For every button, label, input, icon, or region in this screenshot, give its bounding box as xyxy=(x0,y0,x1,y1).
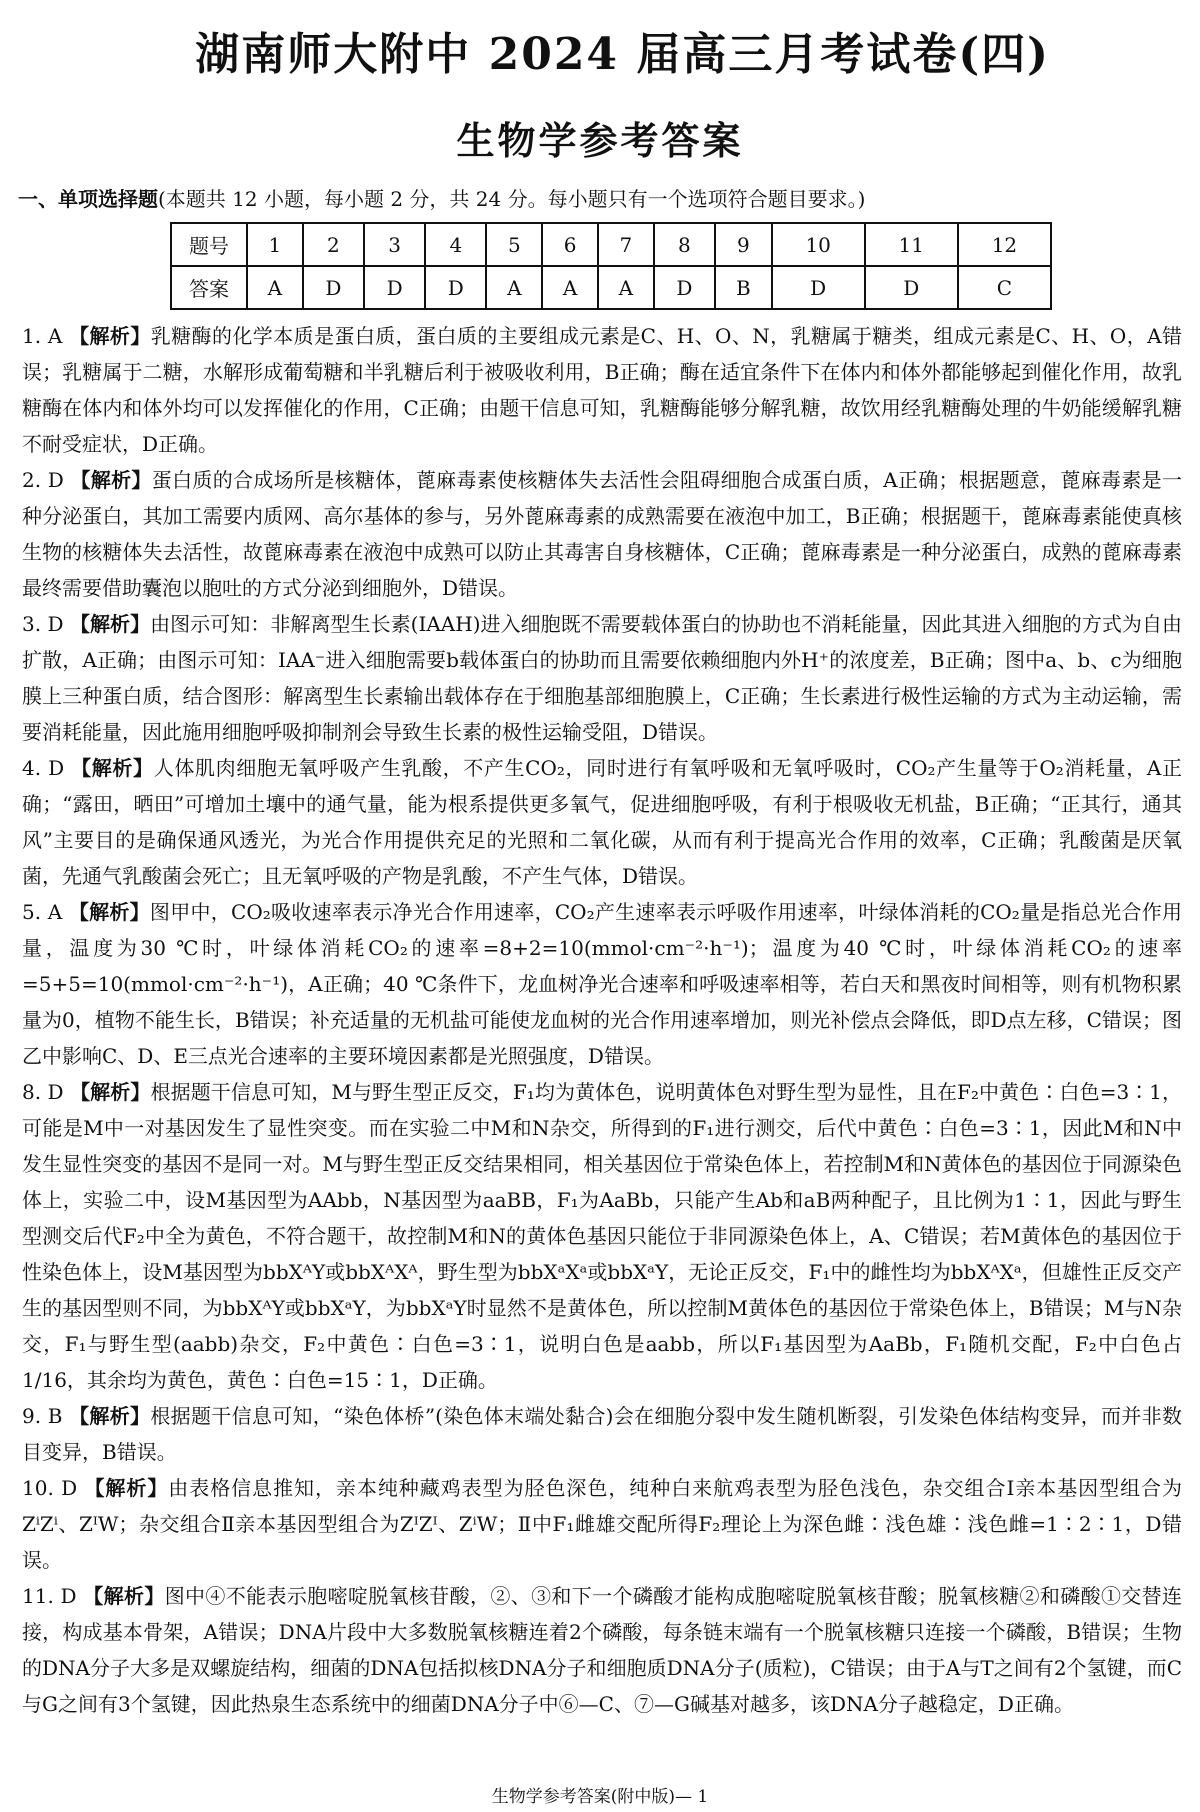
analysis-tag: 【解析】 xyxy=(71,756,154,780)
answer-cell: D xyxy=(425,266,486,309)
item-number: 3. D xyxy=(22,612,64,636)
answer-cell: D xyxy=(772,266,865,309)
item-number: 9. B xyxy=(22,1404,63,1428)
answer-cell: D xyxy=(303,266,364,309)
item-text: 乳糖酶的化学本质是蛋白质，蛋白质的主要组成元素是C、H、O、N，乳糖属于糖类，组成元素是C、H、O，A错误；乳糖属于二糖，水解形成葡萄糖和半乳糖后利于被吸收利用，B正确；酶在适宜条件下在体内和体外都能够起到催化作用，故乳糖酶在体内和体外均可以发挥催化的作用，C正确；由题干信息可知，乳糖酶能够分解乳糖，故饮用经乳糖酶处理的牛奶能缓解乳糖不耐受症状，D正确。 xyxy=(22,324,1182,456)
analysis-tag: 【解析】 xyxy=(69,612,151,636)
question-number: 5 xyxy=(486,223,542,266)
question-number: 3 xyxy=(364,223,425,266)
question-number: 1 xyxy=(247,223,303,266)
item-text: 图甲中，CO₂吸收速率表示净光合作用速率，CO₂产生速率表示呼吸作用速率，叶绿体消耗的CO₂量是指总光合作用量，温度为30 ℃时，叶绿体消耗CO₂的速率=8+2=10(mmol·cm⁻²·h⁻¹)；温度为40 ℃时，叶绿体消耗CO₂的速率=5+5=10(mmol·cm⁻²·h⁻¹)，A正确；40 ℃条件下，龙血树净光合速率和呼吸速率相等，若白天和黑夜时间相等，则有机物积累量为0，植物不能生长，B错误；补充适量的无机盐可能使龙血树的光合作用速率增加，则光补偿点会降低，即D点左移，C错误；图乙中影响C、D、E三点光合速率的主要环境因素都是光照强度，D错误。 xyxy=(22,900,1183,1068)
explanation-item xyxy=(22,750,1182,894)
section-note: (本题共 12 小题，每小题 2 分，共 24 分。每小题只有一个选项符合题目要求。) xyxy=(158,187,866,211)
question-number: 8 xyxy=(654,223,715,266)
item-number: 2. D xyxy=(22,468,64,492)
item-text: 图中④不能表示胞嘧啶脱氧核苷酸，②、③和下一个磷酸才能构成胞嘧啶脱氧核苷酸；脱氧核糖②和磷酸①交替连接，构成基本骨架，A错误；DNA片段中大多数脱氧核糖连着2个磷酸，每条链末端有一个脱氧核糖只连接一个磷酸，B错误；生物的DNA分子大多是双螺旋结构，细菌的DNA包括拟核DNA分子和细胞质DNA分子(质粒)，C错误；由于A与T之间有2个氢键，而C与G之间有3个氢键，因此热泉生态系统中的细菌DNA分子中⑥—C、⑦—G碱基对越多，该DNA分子越稳定，D正确。 xyxy=(22,1584,1183,1716)
item-number: 10. D xyxy=(22,1476,78,1500)
explanation-item xyxy=(22,1398,1182,1470)
answer-table-row-numbers xyxy=(171,223,1051,266)
question-number: 12 xyxy=(958,223,1051,266)
page-footer: 生物学参考答案(附中版)— 1 xyxy=(491,1787,709,1807)
question-number: 6 xyxy=(542,223,598,266)
question-number: 7 xyxy=(598,223,654,266)
document-subtitle: 生物学参考答案 xyxy=(456,118,744,163)
analysis-tag: 【解析】 xyxy=(83,1584,165,1608)
item-text: 由图示可知：非解离型生长素(IAAH)进入细胞既不需要载体蛋白的协助也不消耗能量，因此其进入细胞的方式为自由扩散，A正确；由图示可知：IAA⁻进入细胞需要b载体蛋白的协助而且需要依赖细胞内外H⁺的浓度差，B正确；图中a、b、c为细胞膜上三种蛋白质，结合图形：解离型生长素输出载体存在于细胞基部细胞膜上，C正确；生长素进行极性运输的方式为主动运输，需要消耗能量，因此施用细胞呼吸抑制剂会导致生长素的极性运输受阻，D错误。 xyxy=(22,612,1182,744)
explanation-item xyxy=(22,894,1182,1074)
analysis-tag: 【解析】 xyxy=(68,900,150,924)
answer-cell: C xyxy=(958,266,1051,309)
row-label-number: 题号 xyxy=(171,223,247,266)
answer-cell: A xyxy=(598,266,654,309)
analysis-tag: 【解析】 xyxy=(70,1080,151,1104)
item-text: 根据题干信息可知，“染色体桥”(染色体末端处黏合)会在细胞分裂中发生随机断裂，引发染色体结构变异，而并非数目变异，B错误。 xyxy=(22,1404,1183,1464)
answer-cell: D xyxy=(865,266,958,309)
explanation-item xyxy=(22,1578,1182,1722)
question-number: 11 xyxy=(865,223,958,266)
answer-cell: A xyxy=(486,266,542,309)
explanation-item xyxy=(22,1074,1182,1398)
row-label-answer: 答案 xyxy=(171,266,247,309)
item-text: 蛋白质的合成场所是核糖体，蓖麻毒素使核糖体失去活性会阻碍细胞合成蛋白质，A正确；根据题意，蓖麻毒素是一种分泌蛋白，其加工需要内质网、高尔基体的参与，另外蓖麻毒素的成熟需要在液泡中加工，B正确；根据题干，蓖麻毒素能使真核生物的核糖体失去活性，故蓖麻毒素在液泡中成熟可以防止其毒害自身核糖体，C正确；蓖麻毒素是一种分泌蛋白，成熟的蓖麻毒素最终需要借助囊泡以胞吐的方式分泌到细胞外，D错误。 xyxy=(22,468,1182,600)
answer-cell: A xyxy=(247,266,303,309)
analysis-tag: 【解析】 xyxy=(69,1404,151,1428)
analysis-tag: 【解析】 xyxy=(69,324,151,348)
question-number: 9 xyxy=(715,223,772,266)
explanation-item xyxy=(22,462,1182,606)
item-number: 5. A xyxy=(22,900,63,924)
answer-table-row-answers xyxy=(171,266,1051,309)
item-number: 4. D xyxy=(22,756,65,780)
document-title: 湖南师大附中 2024 届高三月考试卷(四) xyxy=(195,29,1050,80)
analysis-tag: 【解析】 xyxy=(84,1476,169,1500)
item-text: 人体肌肉细胞无氧呼吸产生乳酸，不产生CO₂，同时进行有氧呼吸和无氧呼吸时，CO₂产生量等于O₂消耗量，A正确；“露田，晒田”可增加土壤中的通气量，能为根系提供更多氧气，促进细胞呼吸，有利于根吸收无机盐，B正确；“正其行，通其风”主要目的是确保通风透光，为光合作用提供充足的光照和二氧化碳，从而有利于提高光合作用的效率，C正确；乳酸菌是厌氧菌，先通气乳酸菌会死亡；且无氧呼吸的产物是乳酸，不产生气体，D错误。 xyxy=(22,756,1183,888)
item-number: 11. D xyxy=(22,1584,77,1608)
answer-cell: D xyxy=(654,266,715,309)
answer-cell: B xyxy=(715,266,772,309)
answer-table xyxy=(170,222,1052,310)
explanations xyxy=(22,318,1182,1722)
item-number: 1. A xyxy=(22,324,63,348)
section-title: 一、单项选择题 xyxy=(18,187,158,211)
answer-cell: A xyxy=(542,266,598,309)
analysis-tag: 【解析】 xyxy=(70,468,152,492)
item-text: 根据题干信息可知，M与野生型正反交，F₁均为黄体色，说明黄体色对野生型为显性，且在F₂中黄色∶白色=3∶1，可能是M中一对基因发生了显性突变。而在实验二中M和N杂交，所得到的F₁进行测交，后代中黄色∶白色=3∶1，因此M和N中发生显性突变的基因不是同一对。M与野生型正反交结果相同，相关基因位于常染色体上，若控制M和N黄体色的基因位于同源染色体上，实验二中，设M基因型为AAbb，N基因型为aaBB，F₁为AaBb，只能产生Ab和aB两种配子，且比例为1∶1，因此与野生型测交后代F₂中全为黄色，不符合题干，故控制M和N的黄体色基因只能位于非同源染色体上，A、C错误；若M黄体色的基因位于性染色体上，设M基因型为bbXᴬY或bbXᴬXᴬ，野生型为bbXᵃXᵃ或bbXᵃY，无论正反交，F₁中的雌性均为bbXᴬXᵃ，但雄性正反交产生的基因型则不同，为bbXᴬY或bbXᵃY，为bbXᵃY时显然不是黄体色，所以控制M黄体色的基因位于常染色体上，B错误；M与N杂交，F₁与野生型(aabb)杂交，F₂中黄色∶白色=3∶1，说明白色是aabb，所以F₁基因型为AaBb，F₁随机交配，F₂中白色占1/16，其余均为黄色，黄色∶白色=15∶1，D正确。 xyxy=(22,1080,1182,1392)
question-number: 4 xyxy=(425,223,486,266)
section-heading xyxy=(18,185,1188,213)
item-number: 8. D xyxy=(22,1080,64,1104)
answer-cell: D xyxy=(364,266,425,309)
question-number: 10 xyxy=(772,223,865,266)
question-number: 2 xyxy=(303,223,364,266)
item-text: 由表格信息推知，亲本纯种藏鸡表型为胫色深色，纯种白来航鸡表型为胫色浅色，杂交组合Ⅰ亲本基因型组合为ZⁱZⁱ、ZᴵW；杂交组合Ⅱ亲本基因型组合为ZᴵZᴵ、ZⁱW；Ⅱ中F₁雌雄交配所得F₂理论上为深色雌∶浅色雄∶浅色雌=1∶2∶1，D错误。 xyxy=(22,1476,1183,1572)
explanation-item xyxy=(22,606,1182,750)
explanation-item xyxy=(22,318,1182,462)
explanation-item xyxy=(22,1470,1182,1578)
